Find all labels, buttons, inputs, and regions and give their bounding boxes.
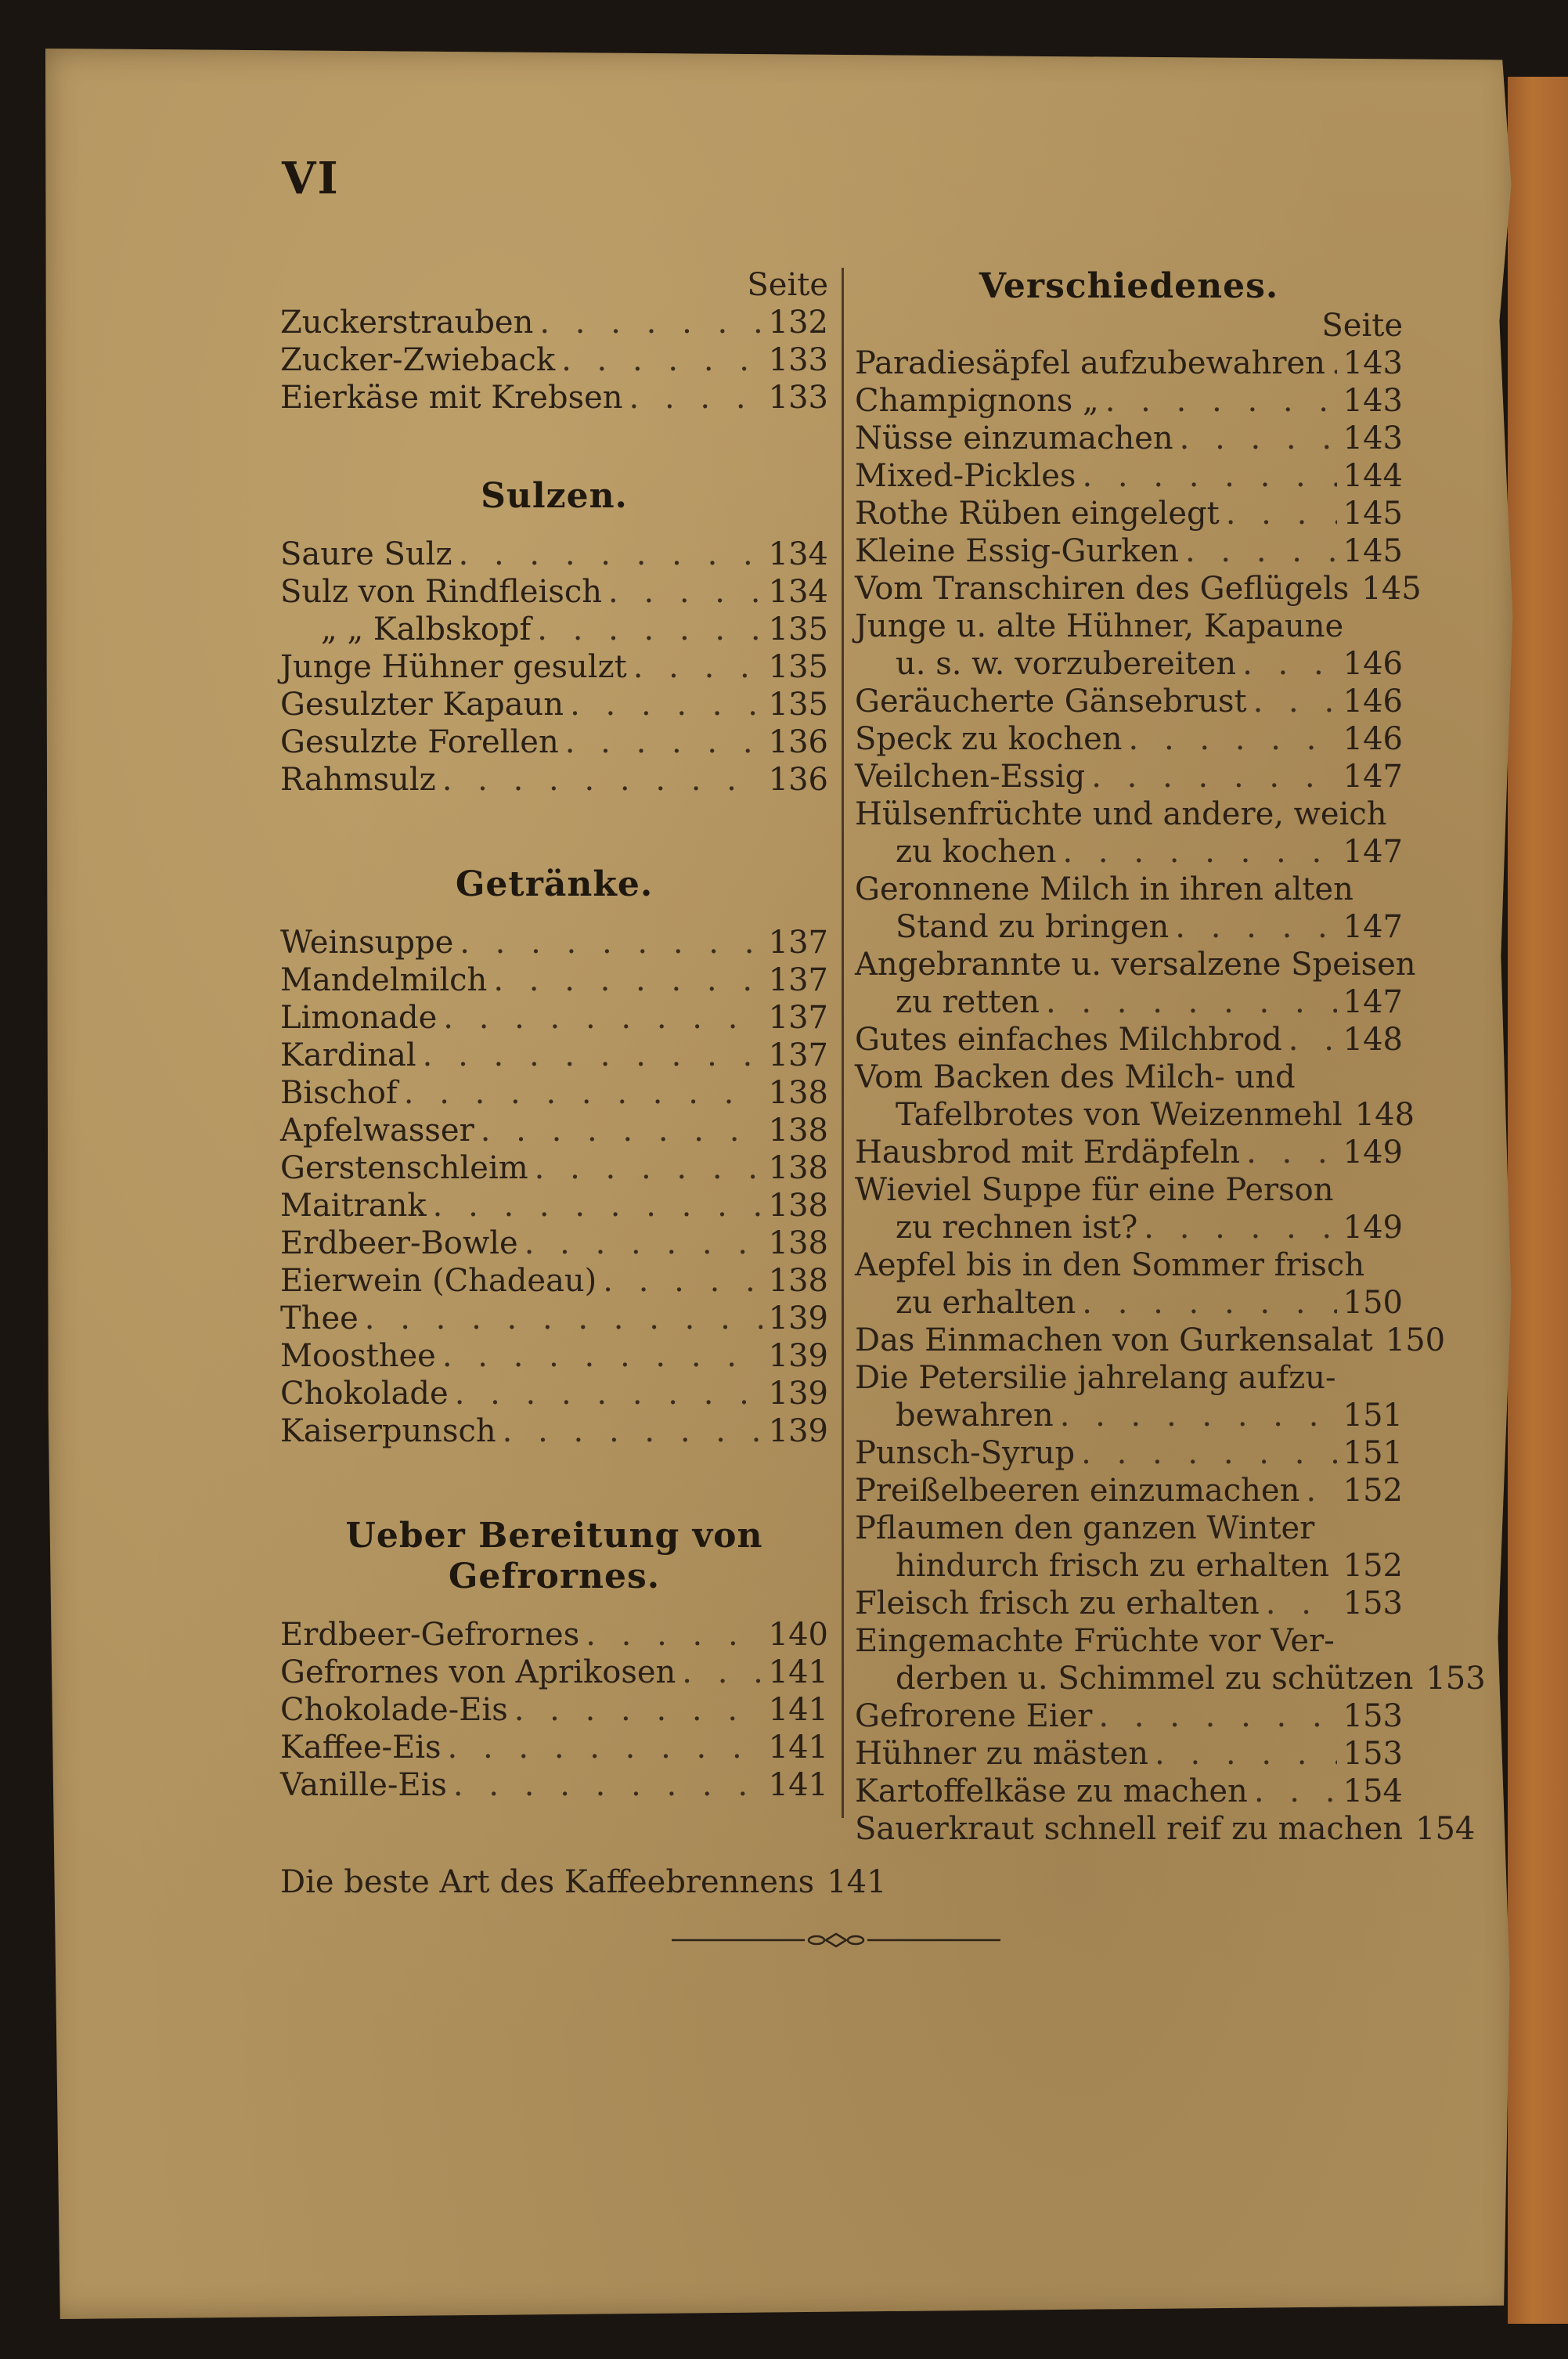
toc-entry[interactable]: Gesulzter Kapaun . . . 135 [280,686,828,723]
toc-entry[interactable]: zu retten . . . 147 [855,983,1403,1021]
toc-entry-line1[interactable]: Vom Backen des Milch- und [855,1059,1296,1095]
toc-entry-line1[interactable]: Pflaumen den ganzen Winter [855,1510,1315,1546]
toc-entry[interactable]: Sulz von Rindfleisch . . . 134 [280,573,828,611]
toc-entry[interactable]: zu erhalten . . . 150 [855,1284,1403,1322]
toc-entry[interactable]: „ „ Kalbskopf . . . 135 [280,611,828,648]
toc-entry[interactable]: Hühner zu mästen . . . 153 [855,1735,1403,1773]
toc-entry[interactable]: Vanille-Eis . . . 141 [280,1766,828,1804]
toc-entry[interactable]: Tafelbrotes von Weizenmehl 148 [896,1097,1415,1133]
toc-entry[interactable]: Rothe Rüben eingelegt . . . 145 [855,495,1403,532]
toc-entry[interactable]: Junge Hühner gesulzt . . . 135 [280,648,828,686]
toc-entry[interactable]: Die beste Art des Kaffeebrennens 141 [280,1864,887,1900]
toc-entry[interactable]: Kaffee-Eis . . . 141 [280,1729,828,1766]
toc-entry[interactable]: Eierwein (Chadeau) . . . 138 [280,1262,828,1300]
seite-label-left: Seite [747,267,828,303]
page-edge-strip [1508,77,1568,2324]
toc-entry[interactable]: u. s. w. vorzubereiten . . . 146 [855,645,1403,683]
section-heading-gefrornes: Ueber Bereitung von Gefrornes. [345,1516,763,1596]
toc-entry[interactable]: Fleisch frisch zu erhalten . . . 153 [855,1585,1403,1622]
toc-entry[interactable]: Weinsuppe . . . 137 [280,924,828,961]
section-heading-verschiedenes: Verschiedenes. [979,266,1279,306]
seite-label-right: Seite [1321,308,1403,344]
toc-entry[interactable]: Veilchen-Essig . . . 147 [855,758,1403,795]
toc-entry[interactable]: Kardinal . . . 137 [280,1037,828,1074]
toc-entry[interactable]: Hausbrod mit Erdäpfeln . . . 149 [855,1134,1403,1171]
column-divider [842,268,844,1818]
toc-entry[interactable]: Apfelwasser . . . 138 [280,1112,828,1149]
toc-entry[interactable]: Erdbeer-Bowle . . . 138 [280,1225,828,1262]
toc-entry[interactable]: Punsch-Syrup . . . 151 [855,1434,1403,1472]
toc-entry-line1[interactable]: Wieviel Suppe für eine Person [855,1172,1334,1208]
toc-entry[interactable]: Zuckerstrauben . . . 132 [280,304,828,341]
toc-entry[interactable]: Champignons „ . . . 143 [855,382,1403,420]
toc-entry[interactable]: derben u. Schimmel zu schützen 153 [896,1661,1486,1697]
toc-entry[interactable]: Mixed-Pickles . . . 144 [855,457,1403,495]
toc-entry[interactable]: Gesulzte Forellen . . . 136 [280,723,828,761]
toc-entry[interactable]: Maitrank . . . 138 [280,1187,828,1225]
toc-entry[interactable]: Kartoffelkäse zu machen . . . 154 [855,1773,1403,1810]
toc-entry[interactable]: Preißelbeeren einzumachen . . . 152 [855,1472,1403,1510]
toc-entry[interactable]: Paradiesäpfel aufzubewahren . . . 143 [855,344,1403,382]
section-heading-getraenke: Getränke. [455,864,654,904]
toc-entry[interactable]: Bischof . . . 138 [280,1074,828,1112]
toc-entry-line1[interactable]: Hülsenfrüchte und andere, weich [855,796,1387,832]
toc-entry-line1[interactable]: Geronnene Milch in ihren alten [855,871,1354,907]
toc-entry-line1[interactable]: Junge u. alte Hühner, Kapaune [855,608,1344,644]
toc-entry[interactable]: Chokolade . . . 139 [280,1375,828,1412]
toc-entry[interactable]: Das Einmachen von Gurkensalat 150 [855,1322,1446,1358]
toc-entry[interactable]: Zucker-Zwieback . . . 133 [280,341,828,379]
toc-entry[interactable]: Kleine Essig-Gurken . . . 145 [855,532,1403,570]
toc-entry[interactable]: Eierkäse mit Krebsen . . . 133 [280,379,828,417]
toc-entry[interactable]: Nüsse einzumachen . . . 143 [855,420,1403,457]
toc-entry[interactable]: Gefrorene Eier . . . 153 [855,1697,1403,1735]
toc-entry[interactable]: Erdbeer-Gefrornes . . . 140 [280,1616,828,1654]
toc-entry[interactable]: Sauerkraut schnell reif zu machen 154 [855,1811,1476,1847]
toc-entry[interactable]: Speck zu kochen . . . 146 [855,720,1403,758]
toc-entry[interactable]: Thee . . . 139 [280,1300,828,1337]
toc-entry-line1[interactable]: Angebrannte u. versalzene Speisen [855,947,1416,983]
toc-entry[interactable]: Limonade . . . 137 [280,999,828,1037]
toc-entry[interactable]: Gefrornes von Aprikosen . . . 141 [280,1654,828,1691]
toc-entry[interactable]: bewahren . . . 151 [855,1397,1403,1434]
page-folio: VI [282,153,340,204]
section-heading-sulzen: Sulzen. [481,476,628,516]
toc-entry[interactable]: Stand zu bringen . . . 147 [855,908,1403,946]
toc-entry[interactable]: zu kochen . . . 147 [855,833,1403,871]
toc-entry-line1[interactable]: Die Petersilie jahrelang aufzu- [855,1360,1336,1396]
toc-entry[interactable]: Chokolade-Eis . . . 141 [280,1691,828,1729]
toc-entry-line1[interactable]: Eingemachte Früchte vor Ver- [855,1623,1335,1659]
toc-entry[interactable]: Gutes einfaches Milchbrod . . . 148 [855,1021,1403,1059]
toc-entry[interactable]: Moosthee . . . 139 [280,1337,828,1375]
toc-entry[interactable]: Mandelmilch . . . 137 [280,961,828,999]
toc-entry[interactable]: zu rechnen ist? . . . 149 [855,1209,1403,1246]
right-column [855,266,1486,1848]
toc-entry[interactable]: hindurch frisch zu erhalten . . . 152 [855,1547,1403,1585]
toc-entry[interactable]: Geräucherte Gänsebrust . . . 146 [855,683,1403,720]
toc-entry[interactable]: Kaiserpunsch . . . 139 [280,1412,828,1450]
toc-entry[interactable]: Rahmsulz . . . 136 [280,761,828,799]
toc-entry[interactable]: Saure Sulz . . . 134 [280,536,828,573]
ornament-divider [672,1928,1000,1952]
left-column [280,266,887,1901]
toc-entry[interactable]: Gerstenschleim . . . 138 [280,1149,828,1187]
toc-entry[interactable]: Vom Transchiren des Geflügels 145 [855,571,1422,607]
toc-entry-line1[interactable]: Aepfel bis in den Sommer frisch [855,1247,1365,1283]
